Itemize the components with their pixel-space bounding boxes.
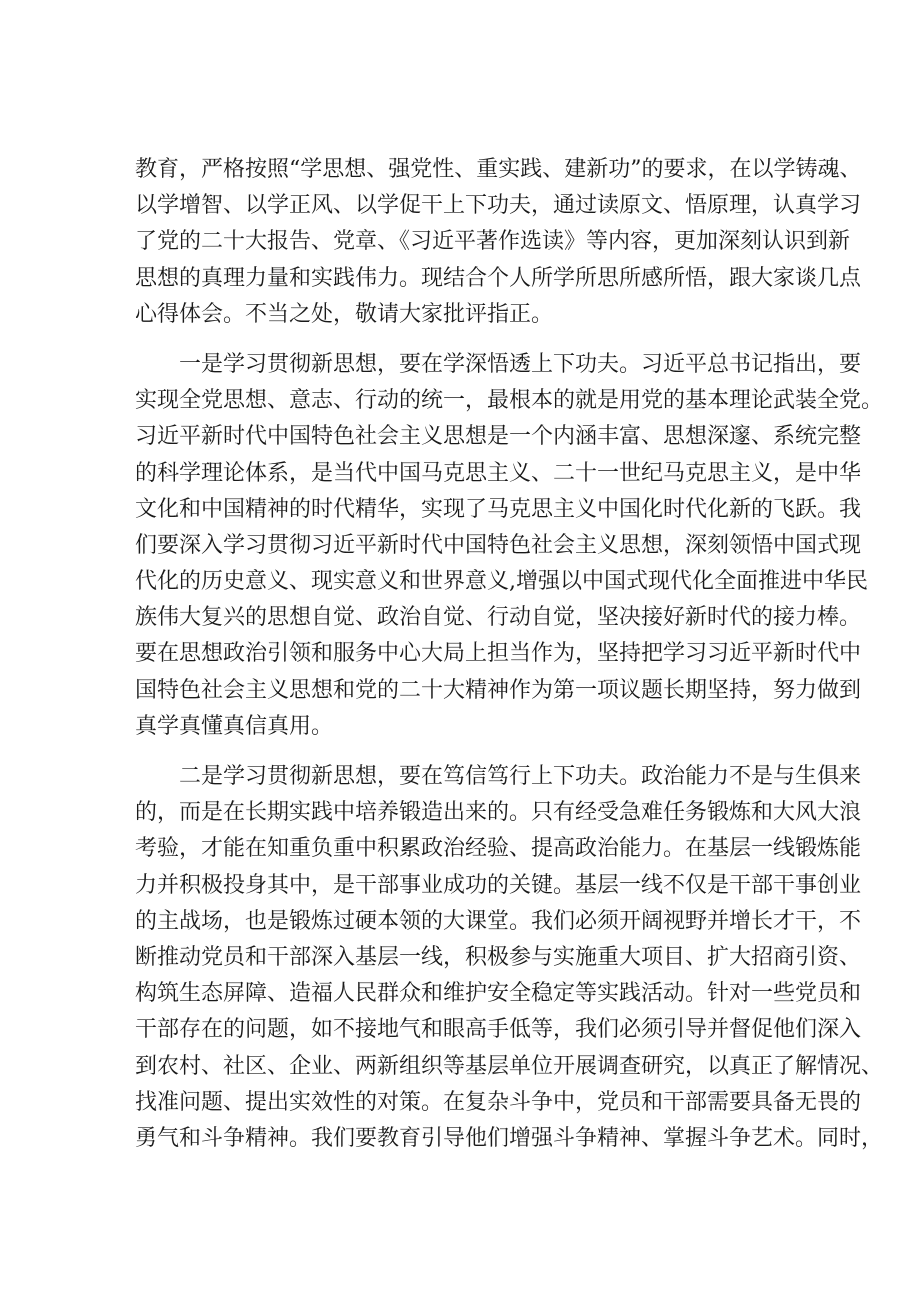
text-line: 断推动党员和干部深入基层一线，积极参与实施重大项目、扩大招商引资、 bbox=[135, 944, 862, 970]
paragraph-gap bbox=[135, 333, 825, 347]
paragraph bbox=[135, 152, 862, 333]
text-line: 代化的历史意义、现实意义和世界意义,增强以中国式现代化全面推进中华民 bbox=[135, 569, 868, 595]
text-line: 一是学习贯彻新思想，要在学深悟透上下功夫。习近平总书记指出，要 bbox=[179, 351, 862, 377]
text-line: 力并积极投身其中，是干部事业成功的关键。基层一线不仅是干部干事创业 bbox=[135, 872, 862, 898]
paragraph-gap bbox=[135, 745, 825, 759]
text-line: 国特色社会主义思想和党的二十大精神作为第一项议题长期坚持，努力做到 bbox=[135, 677, 862, 703]
text-line: 族伟大复兴的思想自觉、政治自觉、行动自觉，坚决接好新时代的接力棒。 bbox=[135, 605, 862, 631]
text-line: 的科学理论体系，是当代中国马克思主义、二十一世纪马克思主义，是中华 bbox=[135, 460, 862, 486]
text-line: 干部存在的问题，如不接地气和眼高手低等，我们必须引导并督促他们深入 bbox=[135, 1017, 862, 1043]
text-line: 实现全党思想、意志、行动的统一，最根本的就是用党的基本理论武装全党。 bbox=[135, 388, 884, 414]
paragraph bbox=[135, 759, 884, 1157]
text-line: 二是学习贯彻新思想，要在笃信笃行上下功夫。政治能力不是与生俱来 bbox=[179, 764, 862, 789]
text-line: 真学真懂真信真用。 bbox=[135, 713, 334, 739]
text-line: 考验，才能在知重负重中积累政治经验、提高政治能力。在基层一线锻炼能 bbox=[135, 836, 862, 862]
text-line: 构筑生态屏障、造福人民群众和维护安全稳定等实践活动。针对一些党员和 bbox=[135, 981, 862, 1007]
text-line: 们要深入学习贯彻习近平新时代中国特色社会主义思想，深刻领悟中国式现 bbox=[135, 532, 862, 558]
text-line: 心得体会。不当之处，敬请大家批评指正。 bbox=[135, 301, 554, 327]
text-line: 了党的二十大报告、党章、《习近平著作选读》等内容，更加深刻认识到新 bbox=[135, 229, 851, 255]
text-line: 习近平新时代中国特色社会主义思想是一个内涵丰富、思想深邃、系统完整 bbox=[135, 424, 862, 450]
text-line: 的，而是在长期实践中培养锻造出来的。只有经受急难任务锻炼和大风大浪 bbox=[135, 800, 862, 826]
text-line: 以学增智、以学正风、以学促干上下功夫，通过读原文、悟原理，认真学习 bbox=[135, 193, 862, 219]
text-line: 到农村、社区、企业、两新组织等基层单位开展调查研究，以真正了解情况、 bbox=[135, 1053, 884, 1079]
paragraph bbox=[135, 347, 884, 745]
text-line: 要在思想政治引领和服务中心大局上担当作为，坚持把学习习近平新时代中 bbox=[135, 641, 862, 667]
text-line: 的主战场，也是锻炼过硬本领的大课堂。我们必须开阔视野并增长才干，不 bbox=[135, 908, 862, 934]
text-line: 文化和中国精神的时代精华，实现了马克思主义中国化时代化新的飞跃。我 bbox=[135, 496, 862, 522]
text-line: 勇气和斗争精神。我们要教育引导他们增强斗争精神、掌握斗争艺术。同时， bbox=[135, 1125, 884, 1151]
text-line: 教育，严格按照“学思想、强党性、重实践、建新功”的要求，在以学铸魂、 bbox=[135, 157, 862, 182]
text-line: 找准问题、提出实效性的对策。在复杂斗争中，党员和干部需要具备无畏的 bbox=[135, 1089, 862, 1115]
document-body bbox=[135, 152, 884, 1157]
text-line: 思想的真理力量和实践伟力。现结合个人所学所思所感所悟，跟大家谈几点 bbox=[135, 265, 862, 291]
